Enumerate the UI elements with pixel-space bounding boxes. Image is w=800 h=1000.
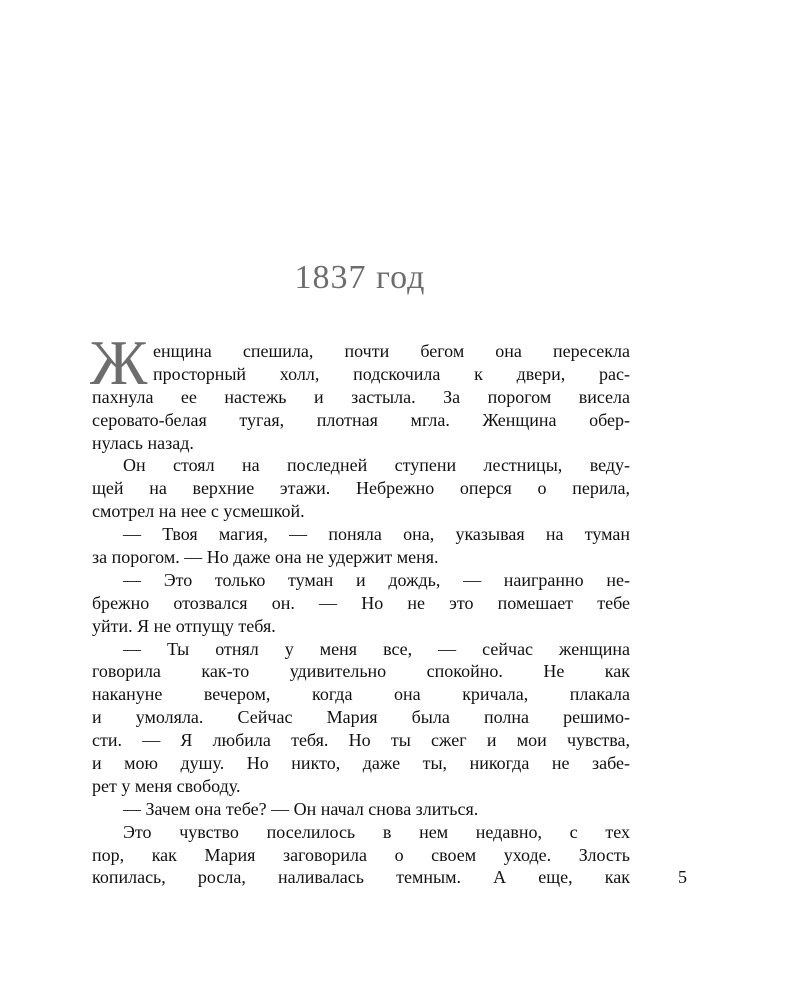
body-text xyxy=(90,327,630,889)
text-line: за порогом. — Но даже она не удержит меня. xyxy=(92,547,439,568)
text-line: накануне вечером, когда она кричала, плакала xyxy=(92,684,630,705)
text-line: щей на верхние этажи. Небрежно оперся о перила, xyxy=(92,478,630,499)
text-line: нулась назад. xyxy=(92,432,194,453)
drop-cap: Ж xyxy=(90,327,148,398)
text-line: — Это только туман и дождь, — наигранно не- xyxy=(123,569,630,590)
text-line: уйти. Я не отпущу тебя. xyxy=(92,615,276,636)
text-line: Он стоял на последней ступени лестницы, веду- xyxy=(123,455,630,476)
text-line: енщина спешила, почти бегом она пересекла xyxy=(153,341,630,361)
chapter-title: 1837 год xyxy=(294,259,426,296)
page-number: 5 xyxy=(678,867,687,887)
text-line: — Ты отнял у меня все, — сейчас женщина xyxy=(123,638,630,659)
text-line: и мою душу. Но никто, даже ты, никогда не забе- xyxy=(92,753,630,774)
text-line: и умоляла. Сейчас Мария была полна решимо- xyxy=(92,707,630,728)
text-line: сти. — Я любила тебя. Но ты сжег и мои чувства, xyxy=(92,730,630,751)
text-line: пахнула ее настежь и застыла. За порогом висела xyxy=(92,386,630,407)
text-line: — Зачем она тебе? — Он начал снова злиться. xyxy=(123,798,479,819)
text-line: копилась, росла, наливалась темным. А еще, как xyxy=(92,867,630,888)
text-line: пор, как Мария заговорила о своем уходе. Злость xyxy=(92,844,630,865)
text-line: Это чувство поселилось в нем недавно, с тех xyxy=(123,821,630,842)
text-line: смотрел на нее с усмешкой. xyxy=(92,501,305,522)
text-line: — Твоя магия, — поняла она, указывая на туман xyxy=(123,524,630,545)
text-line: говорила как-то удивительно спокойно. Не как xyxy=(92,661,630,682)
text-line: брежно отозвался он. — Но не это помешает тебе xyxy=(92,592,630,613)
text-line: просторный холл, подскочила к двери, рас- xyxy=(153,363,630,384)
text-line: рет у меня свободу. xyxy=(92,775,241,796)
text-line: серовато-белая тугая, плотная мгла. Женщина обер- xyxy=(92,409,630,430)
